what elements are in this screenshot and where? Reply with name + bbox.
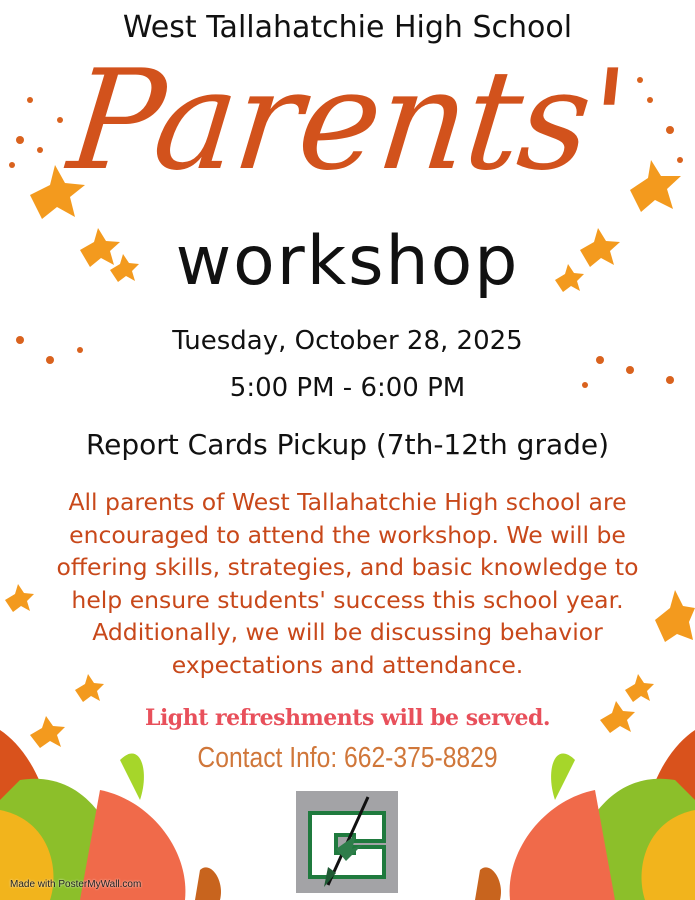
description-line: offering skills, strategies, and basic knowledge to bbox=[56, 553, 639, 581]
event-time: 5:00 PM - 6:00 PM bbox=[229, 373, 466, 403]
school-name: West Tallahatchie High School bbox=[122, 10, 573, 45]
description bbox=[20, 486, 675, 681]
event-date: Tuesday, October 28, 2025 bbox=[172, 326, 523, 356]
description-line: encouraged to attend the workshop. We will be bbox=[69, 520, 626, 549]
description-line: All parents of West Tallahatchie High school are bbox=[68, 488, 627, 516]
description-line: expectations and attendance. bbox=[171, 650, 524, 679]
c-arrow-logo-icon bbox=[296, 791, 398, 893]
contact-info: Contact Info: 662-375-8829 bbox=[197, 742, 498, 774]
title-parents: Parents' bbox=[62, 40, 633, 201]
event-subtitle: Report Cards Pickup (7th-12th grade) bbox=[85, 428, 610, 461]
school-logo bbox=[296, 791, 398, 893]
description-line: Additionally, we will be discussing behavior bbox=[92, 618, 603, 646]
title-workshop: workshop bbox=[175, 222, 520, 301]
watermark: Made with PosterMyWall.com bbox=[10, 879, 142, 890]
description-line: help ensure students' success this school year. bbox=[71, 585, 624, 614]
refreshments-note: Light refreshments will be served. bbox=[144, 705, 551, 731]
